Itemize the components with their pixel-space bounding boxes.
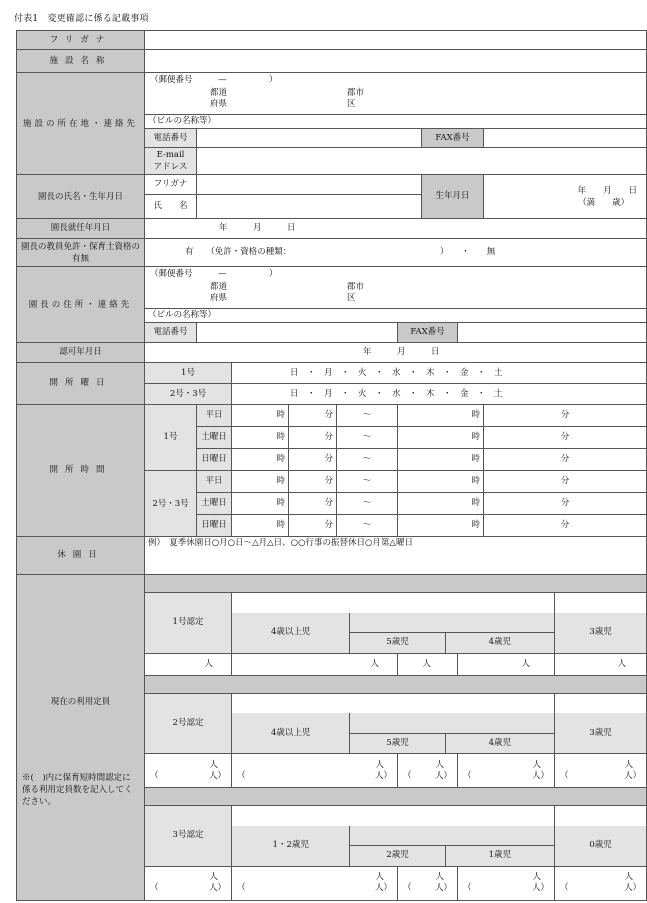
cert3-top-gap	[232, 806, 555, 826]
facility-address-label: 施設の所在地・連絡先	[17, 73, 145, 175]
cert1-age3-count[interactable]: 人	[555, 653, 647, 675]
minute-cell: 分	[484, 493, 647, 515]
cert2-top-gap	[232, 693, 555, 713]
cert3-age2-count[interactable]: 人 （ 人）	[398, 866, 458, 900]
furigana-label: フリガナ	[17, 31, 145, 50]
day-type-sunday: 日曜日	[197, 515, 232, 537]
birth-date-field[interactable]	[484, 175, 647, 219]
day-type-saturday: 土曜日	[197, 427, 232, 449]
hour-cell: 時	[398, 493, 484, 515]
open-hours-label: 開所時間	[17, 405, 145, 537]
form-caption: 付表1 変更確認に係る記載事項	[14, 14, 149, 24]
director-prefecture-line2: 府県	[210, 293, 228, 303]
day-type-sunday: 日曜日	[197, 449, 232, 471]
cert1-4plus-count[interactable]: 人	[232, 653, 398, 675]
facility-name-label: 施設名称	[17, 50, 145, 73]
cert2-age5: 5歳児	[350, 733, 445, 753]
tel-label: 電話番号	[145, 129, 197, 148]
minute-cell: 分	[484, 427, 647, 449]
cert3-age12: 1・2歳児	[232, 826, 350, 866]
hour-cell: 時	[232, 471, 289, 493]
director-fax-label: FAX番号	[398, 323, 458, 343]
facility-name-field[interactable]	[145, 50, 647, 73]
director-tel-field[interactable]	[197, 323, 398, 343]
minute-cell: 分	[289, 471, 337, 493]
capacity-spacer	[145, 675, 647, 693]
prefecture-line1: 都道	[210, 88, 228, 98]
hour-cell: 時	[232, 449, 289, 471]
cert2-age3-count[interactable]: 人 （ 人）	[555, 754, 647, 788]
cert2-age4-count[interactable]: 人 （ 人）	[458, 754, 555, 788]
cert2-top-gap-right	[555, 693, 647, 713]
postal-code: （郵便番号 — ）	[150, 75, 278, 85]
facility-address-field[interactable]	[145, 73, 647, 115]
open-days-kind1-field[interactable]: 日 ・ 月 ・ 火 ・ 水 ・ 木 ・ 金 ・ 土	[232, 363, 647, 384]
minute-cell: 分	[484, 471, 647, 493]
email-label: E-mail アドレス	[145, 148, 197, 175]
cert2-4plus: 4歳以上児	[232, 713, 350, 753]
birth-date-label: 生年月日	[422, 175, 484, 219]
cert2-total[interactable]: 人 （ 人）	[145, 754, 232, 788]
minute-cell: 分	[289, 405, 337, 427]
approval-date-field[interactable]: 年 月 日	[145, 343, 647, 363]
cert3-age1-count[interactable]: 人 （ 人）	[458, 866, 555, 900]
capacity-spacer	[145, 788, 647, 806]
director-city-line2: 区	[347, 293, 356, 303]
director-city-line1: 郡市	[347, 282, 365, 292]
cert1-age5: 5歳児	[350, 633, 445, 653]
cert3-top-gap-right	[555, 806, 647, 826]
birth-date-value: 年 月 日	[577, 185, 638, 196]
tilde-cell: ～	[337, 449, 398, 471]
cert1-top-gap	[232, 593, 555, 613]
cert2-4plus-count[interactable]: 人 （ 人）	[232, 754, 398, 788]
hour-cell: 時	[398, 405, 484, 427]
hour-cell: 時	[398, 449, 484, 471]
prefecture-line2: 府県	[210, 99, 228, 109]
minute-cell: 分	[484, 405, 647, 427]
director-prefecture-line1: 都道	[210, 282, 228, 292]
cert3-age0-count[interactable]: 人 （ 人）	[555, 866, 647, 900]
capacity-label: 現在の利用定員	[50, 697, 111, 707]
capacity-note: ※( )内に保育短時間認定に係る利用定員数を記入してください。	[22, 773, 133, 807]
director-name-field[interactable]	[197, 195, 422, 219]
hour-cell: 時	[232, 515, 289, 537]
director-name-label-inner: 氏 名	[145, 195, 197, 219]
cert1-top-gap-right	[555, 593, 647, 613]
minute-cell: 分	[289, 427, 337, 449]
cert3-age2: 2歳児	[350, 846, 445, 866]
director-fax-field[interactable]	[458, 323, 647, 343]
cert3-total[interactable]: 人 （ 人）	[145, 866, 232, 900]
cert1-age5-count[interactable]: 人	[398, 653, 458, 675]
cert3-age12-count[interactable]: 人 （ 人）	[232, 866, 398, 900]
cert1-label: 1号認定	[145, 593, 232, 654]
cert3-age0: 0歳児	[555, 826, 647, 867]
hour-cell: 時	[232, 405, 289, 427]
director-building-field[interactable]: （ビルの名称等）	[145, 309, 647, 323]
hour-cell: 時	[398, 515, 484, 537]
open-days-kind23: 2号・3号	[145, 384, 232, 405]
cert3-age1: 1歳児	[445, 846, 554, 866]
cert2-age-group	[232, 713, 555, 754]
cert1-4plus: 4歳以上児	[232, 613, 350, 653]
cert3-age-group	[232, 826, 555, 867]
city-line2: 区	[347, 99, 356, 109]
cert1-total[interactable]: 人	[145, 653, 232, 675]
change-confirmation-form	[16, 30, 647, 901]
facility-furigana-field[interactable]	[145, 31, 647, 50]
minute-cell: 分	[484, 449, 647, 471]
director-address-label: 園長の住所・連絡先	[17, 267, 145, 343]
hours-kind23: 2号・3号	[145, 471, 197, 537]
city-line1: 郡市	[347, 88, 365, 98]
holiday-label: 休園日	[17, 537, 145, 575]
day-type-weekday: 平日	[197, 471, 232, 493]
director-name-label: 園長の氏名・生年月日	[17, 175, 145, 219]
capacity-spacer	[145, 575, 647, 593]
license-field[interactable]: 有 （免許・資格の種類： ） ・ 無	[145, 239, 647, 267]
cert1-age3: 3歳児	[555, 613, 647, 654]
fax-field[interactable]	[484, 129, 647, 148]
cert2-label: 2号認定	[145, 693, 232, 754]
cert1-age4: 4歳児	[445, 633, 554, 653]
director-furigana-field[interactable]	[197, 175, 422, 195]
capacity-label-cell	[17, 575, 145, 901]
open-days-kind1: 1号	[145, 363, 232, 384]
age-value: （満 歳）	[578, 197, 630, 208]
cert1-age-group	[232, 613, 555, 654]
hour-cell: 時	[232, 427, 289, 449]
tilde-cell: ～	[337, 405, 398, 427]
director-address-field[interactable]	[145, 267, 647, 309]
approval-date-label: 認可年月日	[17, 343, 145, 363]
license-label: 園長の教員免許・保育士資格の有無	[17, 239, 145, 267]
tilde-cell: ～	[337, 493, 398, 515]
hour-cell: 時	[398, 427, 484, 449]
cert2-age5-count[interactable]: 人 （ 人）	[398, 754, 458, 788]
minute-cell: 分	[289, 515, 337, 537]
open-days-label: 開所曜日	[17, 363, 145, 405]
director-postal-code: （郵便番号 — ）	[150, 269, 278, 279]
building-name-field[interactable]: （ビルの名称等）	[145, 115, 647, 129]
cert1-age4-count[interactable]: 人	[458, 653, 555, 675]
appointed-date-label: 園長就任年月日	[17, 219, 145, 239]
minute-cell: 分	[289, 493, 337, 515]
hour-cell: 時	[398, 471, 484, 493]
fax-label: FAX番号	[422, 129, 484, 148]
hours-kind1: 1号	[145, 405, 197, 471]
cert2-age3: 3歳児	[555, 713, 647, 754]
day-type-weekday: 平日	[197, 405, 232, 427]
email-field[interactable]	[197, 148, 647, 175]
tilde-cell: ～	[337, 515, 398, 537]
open-days-kind23-field[interactable]: 日 ・ 月 ・ 火 ・ 水 ・ 木 ・ 金 ・ 土	[232, 384, 647, 405]
hour-cell: 時	[232, 493, 289, 515]
tel-field[interactable]	[197, 129, 422, 148]
tilde-cell: ～	[337, 427, 398, 449]
cert3-label: 3号認定	[145, 806, 232, 867]
minute-cell: 分	[484, 515, 647, 537]
minute-cell: 分	[289, 449, 337, 471]
day-type-saturday: 土曜日	[197, 493, 232, 515]
tilde-cell: ～	[337, 471, 398, 493]
holiday-field[interactable]: 例） 夏季休園日○月○日～△月△日、○○行事の振替休日○月第△曜日	[145, 537, 647, 575]
appointed-date-field[interactable]: 年 月 日	[145, 219, 647, 239]
director-furigana-label: フリガナ	[145, 175, 197, 195]
cert2-age4: 4歳児	[445, 733, 554, 753]
director-tel-label: 電話番号	[145, 323, 197, 343]
